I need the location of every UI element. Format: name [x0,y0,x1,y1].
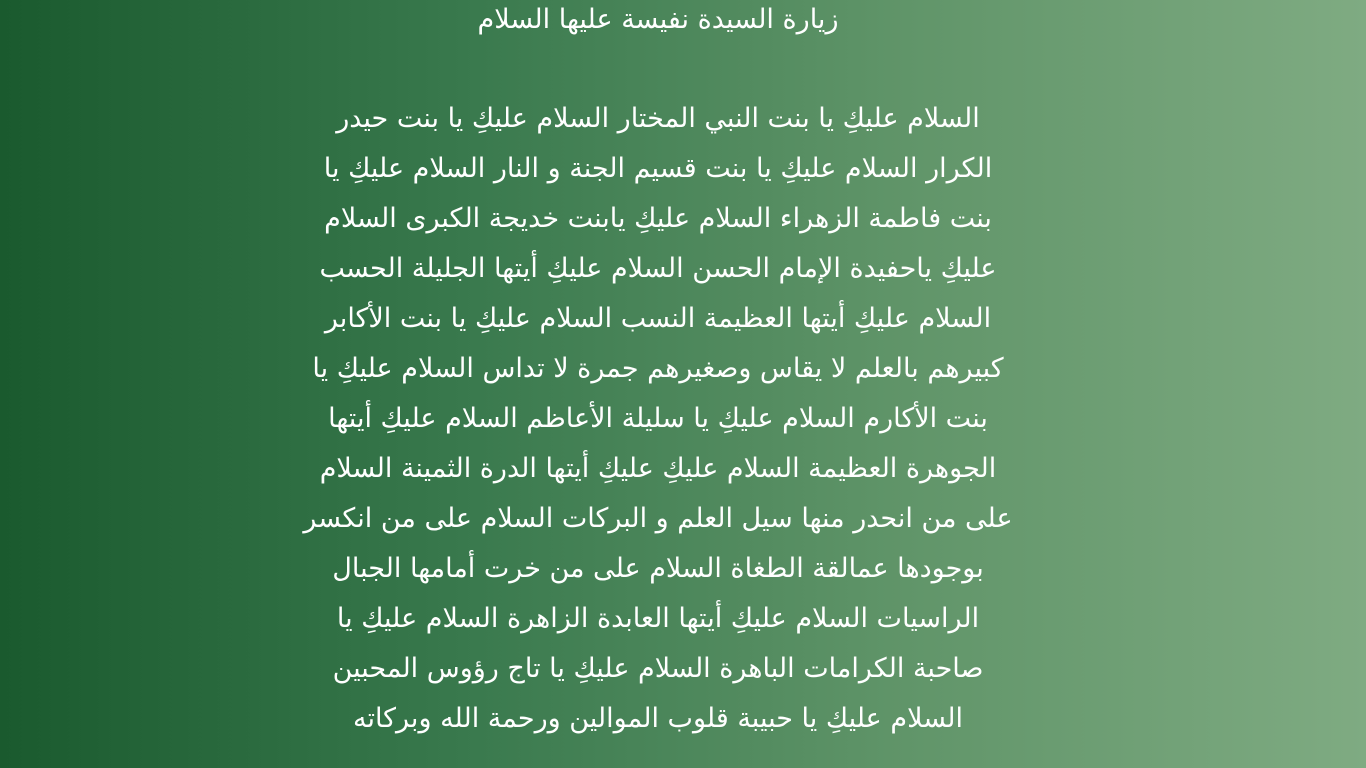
text-line: السلام عليكِ يا بنت النبي المختار السلام عليكِ يا بنت حيدر [336,103,980,134]
text-line: صاحبة الكرامات الباهرة السلام عليكِ يا تاج رؤوس المحبين [332,653,984,684]
text-line: الجوهرة العظيمة السلام عليكِ عليكِ أيتها الدرة الثمينة السلام [319,453,997,484]
text-line: كبيرهم بالعلم لا يقاس وصغيرهم جمرة لا تداس السلام عليكِ يا [312,353,1004,384]
text-line: الراسيات السلام عليكِ أيتها العابدة الزاهرة السلام عليكِ يا [336,603,980,634]
text-line: السلام عليكِ أيتها العظيمة النسب السلام عليكِ يا بنت الأكابر [324,303,992,334]
text-line: عليكِ ياحفيدة الإمام الحسن السلام عليكِ أيتها الجليلة الحسب [319,253,997,284]
page-title: زيارة السيدة نفيسة عليها السلام [477,4,839,35]
text-line: بنت فاطمة الزهراء السلام عليكِ يابنت خديجة الكبرى السلام [324,203,992,234]
text-line: بوجودها عمالقة الطغاة السلام على من خرت أمامها الجبال [332,553,984,584]
text-line: على من انحدر منها سيل العلم و البركات السلام على من انكسر [303,503,1013,534]
ziyarah-text [263,94,1053,744]
text-line: بنت الأكارم السلام عليكِ يا سليلة الأعاظم السلام عليكِ أيتها [328,403,988,434]
text-line: الكرار السلام عليكِ يا بنت قسيم الجنة و النار السلام عليكِ يا [323,153,993,184]
text-line: السلام عليكِ يا حبيبة قلوب الموالين ورحمة الله وبركاته [352,703,964,734]
